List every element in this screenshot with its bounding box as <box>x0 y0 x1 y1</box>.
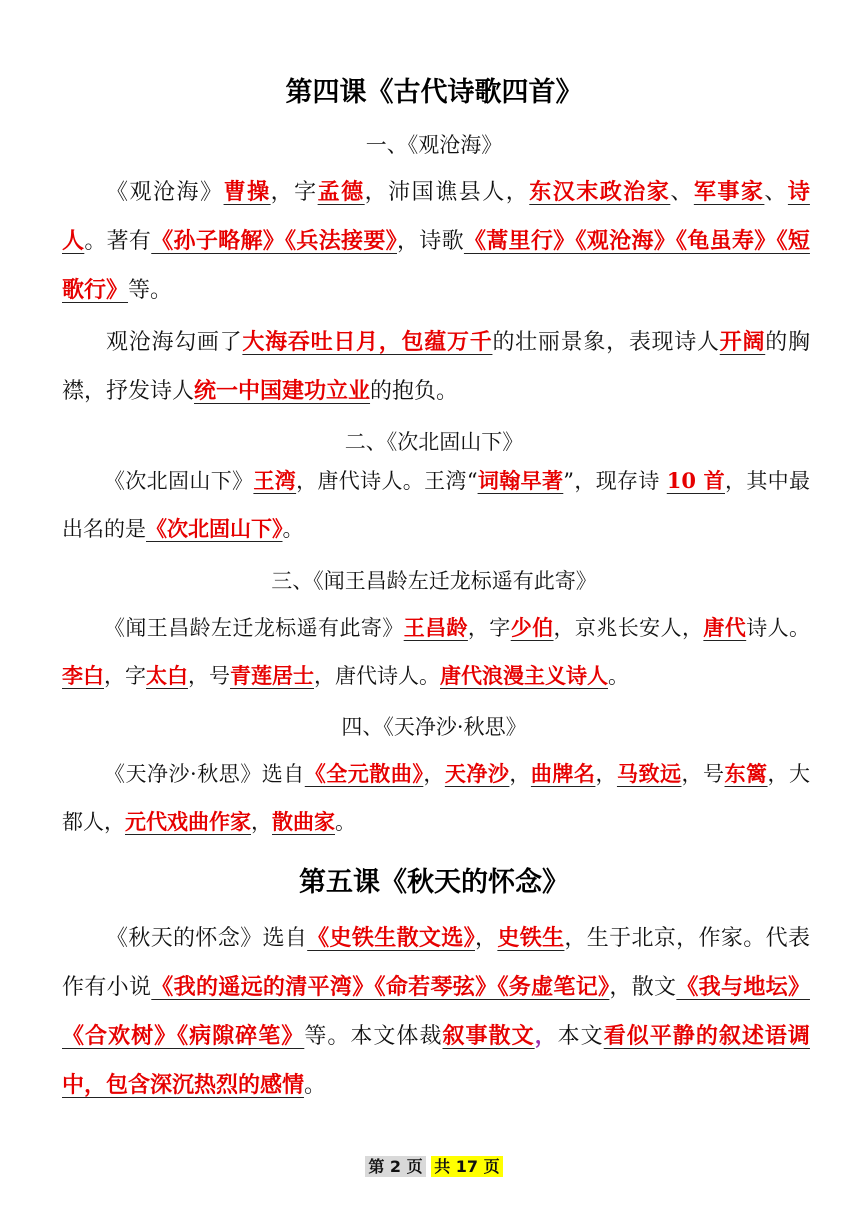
lesson5-title: 第五课《秋天的怀念》 <box>299 867 569 898</box>
page-footer <box>0 1154 868 1177</box>
section4-heading: 四、《天净沙·秋思》 <box>341 715 527 739</box>
section2-para1: 《次北固山下》王湾，唐代诗人。王湾“词翰早著”，现存诗 10 首，其中最出名的是《次北固山下》。 <box>62 468 811 541</box>
lesson5-para1: 《秋天的怀念》选自《史铁生散文选》，史铁生，生于北京，作家。代表作有小说《我的遥远的清平湾》《命若琴弦》《务虚笔记》，散文《我与地坛》《合欢树》《病隙碎笔》等。本文体裁叙事散文，本文看似平静的叙述语调中，包含深沉热烈的感情。 <box>62 925 810 1098</box>
section3-para1: 《闻王昌龄左迁龙标遥有此寄》王昌龄，字少伯，京兆长安人，唐代诗人。李白，字太白，号青莲居士，唐代诗人。唐代浪漫主义诗人。 <box>62 615 810 688</box>
page-number: 第 2 页 <box>365 1156 425 1177</box>
section1-heading: 一、《观沧海》 <box>365 133 503 157</box>
section3-heading: 三、《闻王昌龄左迁龙标遥有此寄》 <box>271 569 597 593</box>
section1-para2: 观沧海勾画了大海吞吐日月，包蕴万千的壮丽景象，表现诗人开阔的胸襟，抒发诗人统一中国建功立业的抱负。 <box>62 329 810 404</box>
section2-heading: 二、《次北固山下》 <box>344 430 524 454</box>
section1-para1: 《观沧海》曹操，字孟德，沛国谯县人，东汉末政治家、军事家、诗人。著有《孙子略解》《兵法接要》，诗歌《蒿里行》《观沧海》《龟虽寿》《短歌行》等。 <box>62 179 810 303</box>
lesson4-title: 第四课《古代诗歌四首》 <box>285 77 583 108</box>
page-total: 共 17 页 <box>431 1156 502 1177</box>
section4-para1: 《天净沙·秋思》选自《全元散曲》，天净沙，曲牌名，马致远，号东篱，大都人，元代戏曲作家，散曲家。 <box>62 761 811 834</box>
